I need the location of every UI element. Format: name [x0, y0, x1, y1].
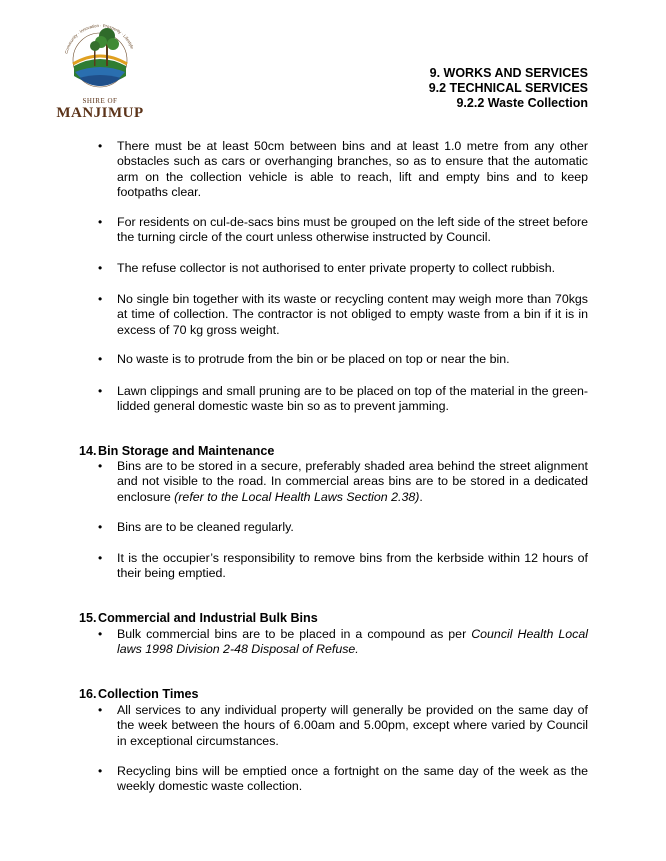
list-item — [98, 139, 588, 200]
bullet-text: Bins are to be stored in a secure, preferably shaded area behind the street alignment and not visible to the road. In commercial areas bins are to be stored in a dedicated enclosure — [117, 459, 588, 504]
section-title: Bin Storage and Maintenance — [98, 444, 275, 458]
header-section: 9.2 TECHNICAL SERVICES — [428, 81, 588, 95]
shire-wordmark — [55, 97, 145, 121]
header-chapter: 9. WORKS AND SERVICES — [429, 66, 588, 80]
section-heading — [79, 444, 274, 459]
section-number: 16. — [79, 687, 97, 701]
list-item — [98, 703, 588, 749]
list-item — [98, 459, 588, 505]
list-item — [98, 352, 588, 367]
list-item — [98, 384, 588, 415]
list-item — [98, 551, 588, 582]
bullet-icon: • — [98, 520, 103, 534]
shire-emblem-icon — [55, 18, 145, 98]
bullet-text: For residents on cul-de-sacs bins must be grouped on the left side of the street before the turning circle of the court unless otherwise instructed by Council. — [117, 215, 588, 245]
logo-ring-text: Community · Innovation · Prosperity · Lifestyle — [63, 22, 135, 55]
bullet-text: Lawn clippings and small pruning are to be placed on top of the material in the green-lidded general domestic waste bin so as to prevent jamming. — [117, 384, 588, 414]
bullet-icon: • — [98, 459, 103, 473]
bullet-icon: • — [98, 261, 103, 275]
section-heading — [79, 611, 318, 626]
section-number: 14. — [79, 444, 97, 458]
bullet-text: All services to any individual property will generally be provided on the same day of the week between the hours of 6.00am and 5.00pm, except where varied by Council in exceptional circumstances. — [117, 703, 588, 748]
bullet-text: No waste is to protrude from the bin or be placed on top or near the bin. — [117, 352, 510, 366]
bullet-text: Bulk commercial bins are to be placed in a compound as per — [117, 627, 472, 641]
bullet-text: Recycling bins will be emptied once a fortnight on the same day of the week as the weekly domestic waste collection. — [117, 764, 588, 794]
shire-of-text: SHIRE OF — [82, 97, 118, 105]
section-title: Collection Times — [98, 687, 199, 701]
shire-name-text: MANJIMUP — [56, 105, 144, 121]
bullet-icon: • — [98, 292, 103, 306]
bullet-text: Bins are to be cleaned regularly. — [117, 520, 294, 534]
bullet-italic-text: Council Health Local laws 1998 Division 2-48 Disposal of Refuse. — [117, 627, 588, 657]
bullet-icon: • — [98, 352, 103, 366]
bullet-icon: • — [98, 703, 103, 717]
bullet-icon: • — [98, 384, 103, 398]
bullet-text: It is the occupier’s responsibility to remove bins from the kerbside within 12 hours of their being emptied. — [117, 551, 588, 581]
bullet-icon: • — [98, 551, 103, 565]
document-header — [429, 66, 588, 111]
bullet-text: No single bin together with its waste or recycling content may weigh more than 70kgs at time of collection. The contractor is not obliged to empty waste from a bin if it is in excess of 70 kg gross weight. — [117, 292, 588, 337]
bullet-icon: • — [98, 627, 103, 641]
header-subsection: 9.2.2 Waste Collection — [456, 96, 588, 110]
list-item — [98, 261, 588, 276]
list-item — [98, 764, 588, 795]
bullet-icon: • — [98, 139, 103, 153]
list-item — [98, 292, 588, 338]
section-heading — [79, 687, 199, 702]
section-number: 15. — [79, 611, 97, 625]
bullet-text: There must be at least 50cm between bins and at least 1.0 metre from any other obstacles such as cars or overhanging branches, so as to ensure that the automatic arm on the collection vehicle is able to reach, lift and empty bins and to keep footpaths clear. — [117, 139, 588, 199]
shire-logo — [55, 18, 145, 122]
section-title: Commercial and Industrial Bulk Bins — [98, 611, 318, 625]
list-item — [98, 627, 588, 658]
bullet-text-tail: . — [419, 489, 423, 504]
bullet-icon: • — [98, 215, 103, 229]
bullet-text: The refuse collector is not authorised to enter private property to collect rubbish. — [117, 261, 556, 275]
list-item — [98, 520, 588, 535]
bullet-italic-text: (refer to the Local Health Laws Section 2.38) — [174, 489, 420, 504]
list-item — [98, 215, 588, 246]
bullet-icon: • — [98, 764, 103, 778]
